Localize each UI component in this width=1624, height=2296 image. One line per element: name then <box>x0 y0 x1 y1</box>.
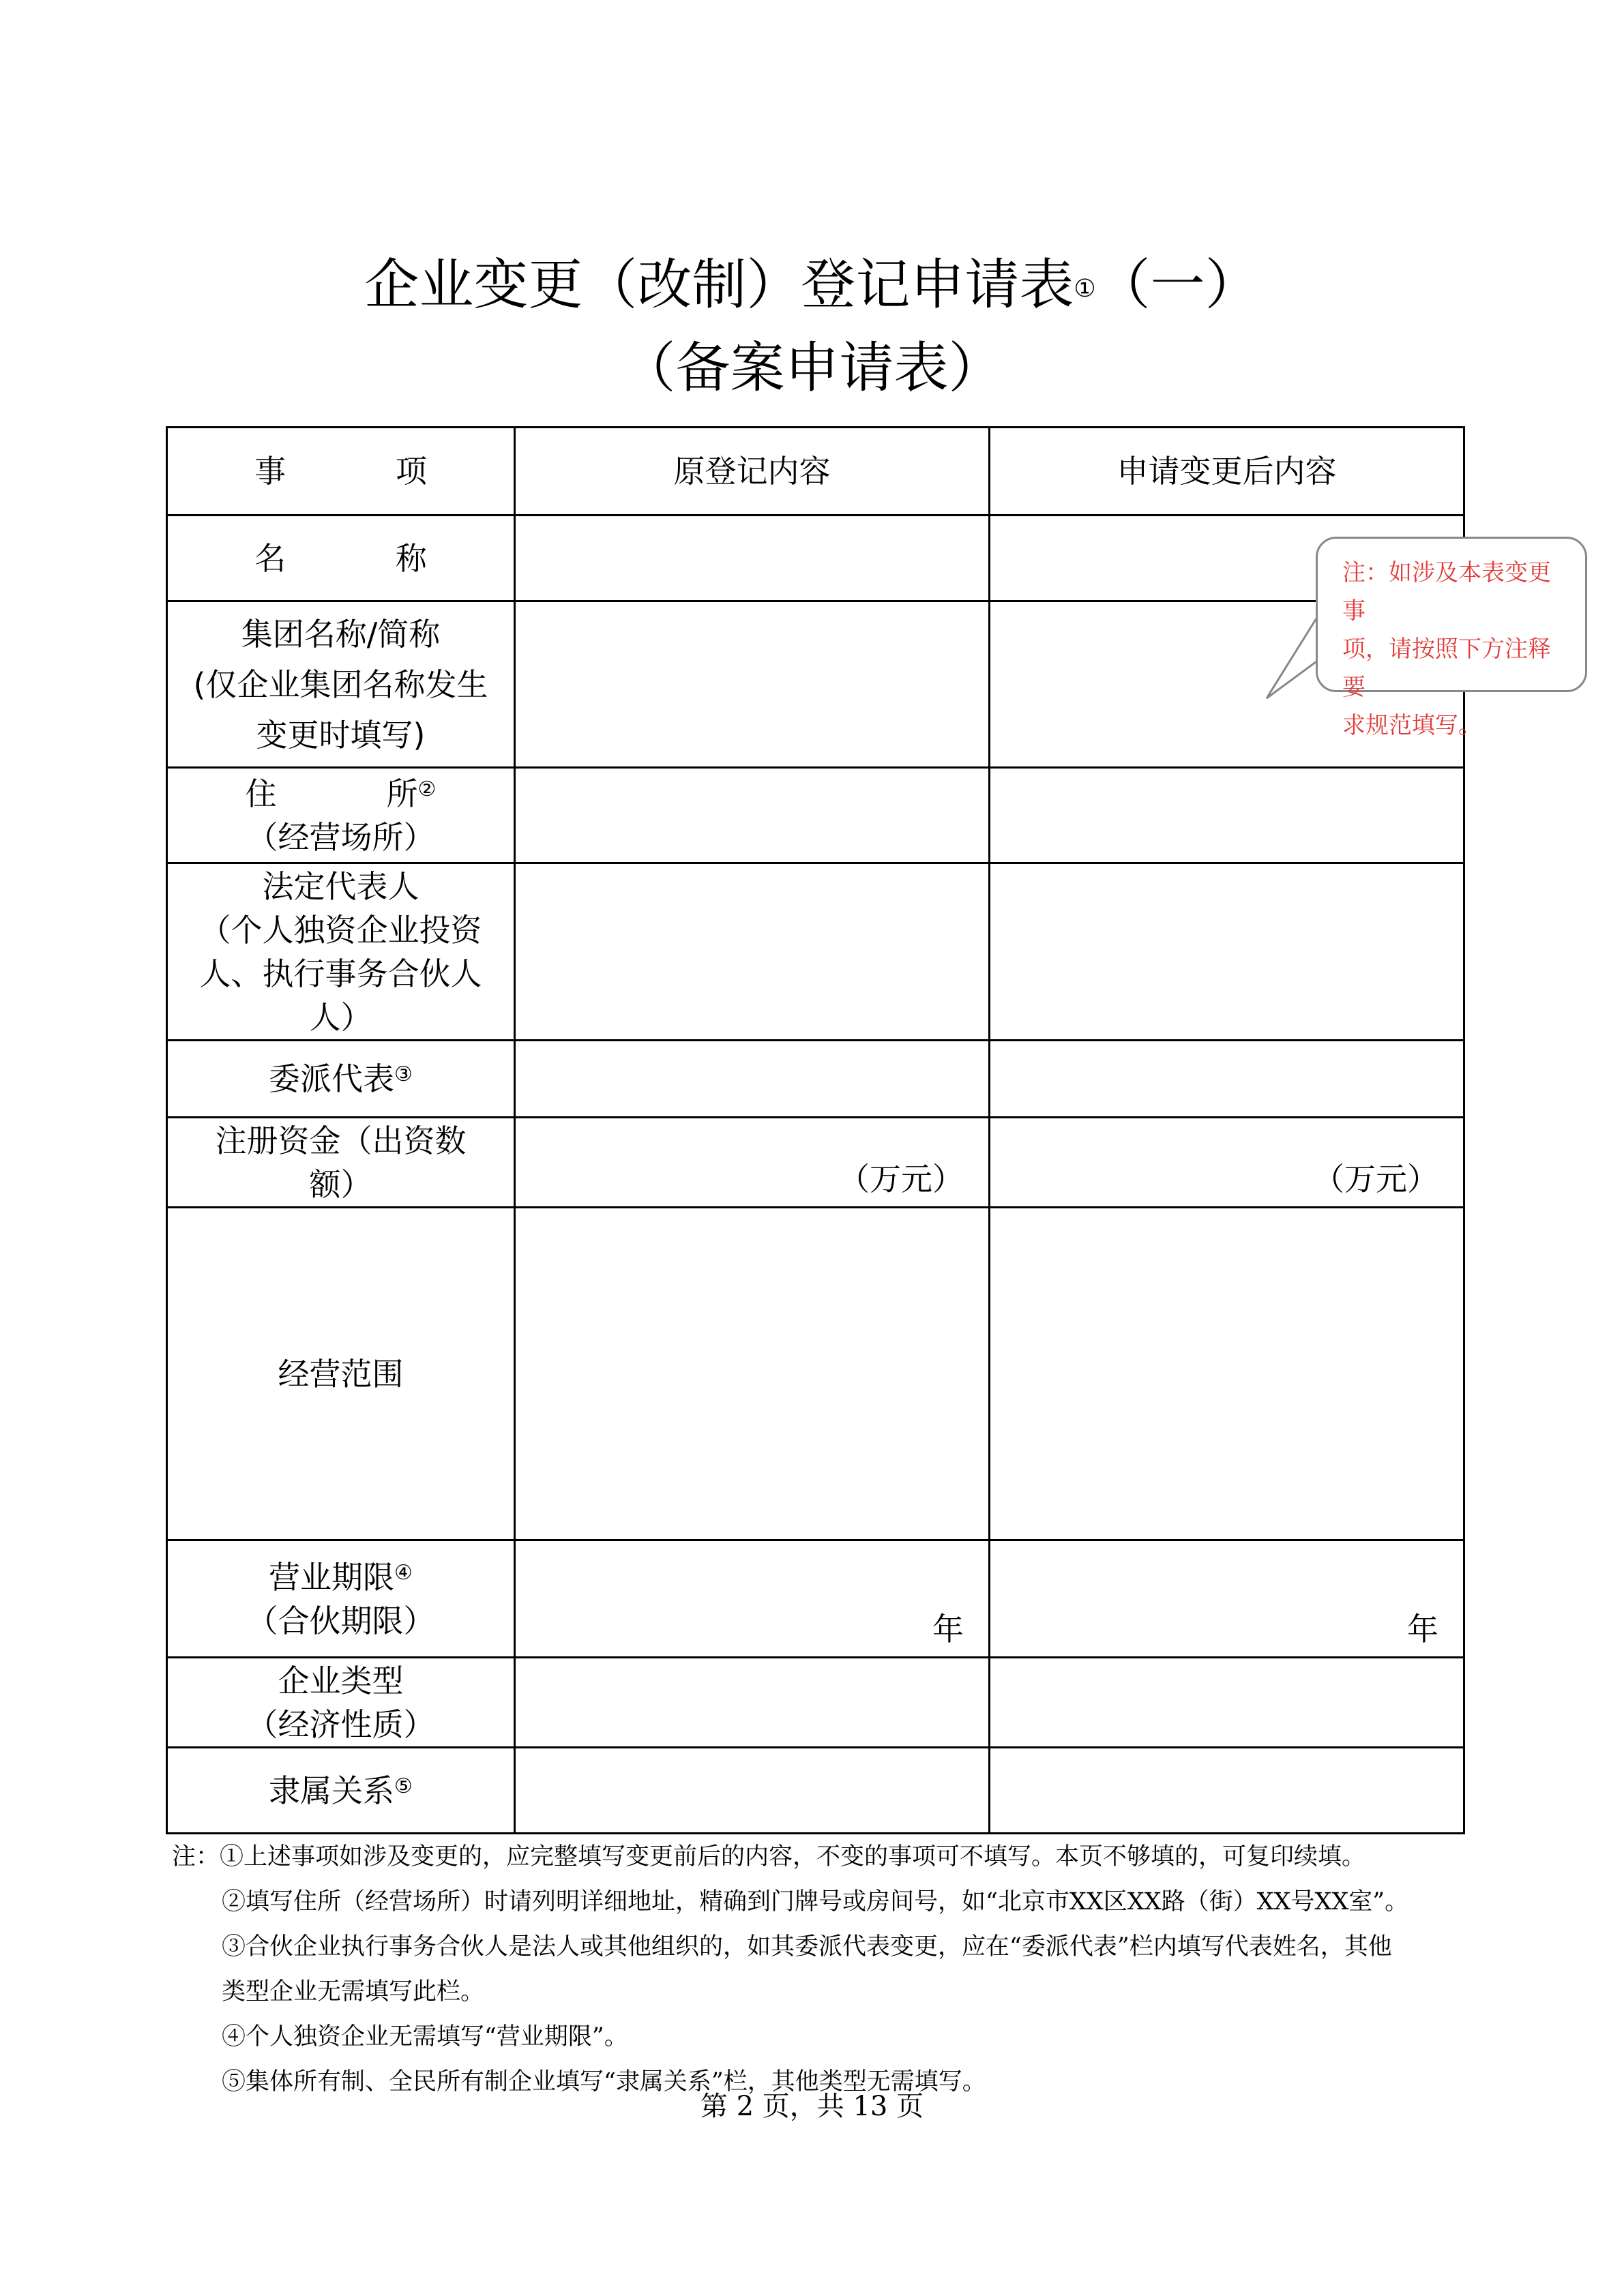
footnote-5: ⑤集体所有制、全民所有制企业填写“隶属关系”栏，其他类型无需填写。 <box>222 2068 986 2096</box>
row-legal-rep <box>167 863 1464 1041</box>
label-capital-line2: 额） <box>309 1165 372 1203</box>
form-title <box>0 251 1624 319</box>
changed-address-cell[interactable] <box>990 768 1464 863</box>
footnote-3-cont: 类型企业无需填写此栏。 <box>222 1978 485 2006</box>
header-changed: 申请变更后内容 <box>990 428 1464 516</box>
original-legal-rep-cell[interactable] <box>515 863 990 1041</box>
label-group-line2: (仅企业集团名称发生 <box>193 666 488 703</box>
footnote-4: ④个人独资企业无需填写“营业期限”。 <box>222 2023 628 2051</box>
row-capital <box>167 1118 1464 1208</box>
footnote-1: 注：①上述事项如涉及变更的，应完整填写变更前后的内容，不变的事项可不填写。本页不够填的，可复印续填。 <box>172 1843 1366 1870</box>
capital-unit-changed: （万元） <box>1313 1161 1438 1197</box>
original-delegate-cell[interactable] <box>515 1041 990 1118</box>
annotation-pointer <box>1265 612 1320 701</box>
label-address-line2: （经营场所） <box>246 818 435 856</box>
label-term <box>167 1540 515 1658</box>
page-number: 第 2 页，共 13 页 <box>700 2091 924 2122</box>
table-header-row <box>167 428 1464 516</box>
changed-type-cell[interactable] <box>990 1658 1464 1748</box>
label-group-line3: 变更时填写) <box>256 716 426 754</box>
label-term-line2: （合伙期限） <box>246 1602 435 1639</box>
changed-affiliation-cell[interactable] <box>990 1748 1464 1834</box>
label-address-line1: 住 所 <box>245 775 418 812</box>
row-term <box>167 1540 1464 1658</box>
affiliation-footnote-mark: ⑤ <box>394 1774 413 1798</box>
title-footnote-mark: ① <box>1074 275 1096 303</box>
term-unit-original: 年 <box>932 1611 964 1648</box>
label-legal-line4: 人） <box>309 998 372 1036</box>
row-name <box>167 516 1464 601</box>
changed-scope-cell[interactable] <box>990 1208 1464 1540</box>
annotation-line2: 项，请按照下方注释要 <box>1342 636 1551 701</box>
label-affiliation-text: 隶属关系 <box>269 1772 395 1809</box>
label-delegate <box>167 1041 515 1118</box>
label-group-line1: 集团名称/简称 <box>241 615 441 653</box>
form-subtitle: （备案申请表） <box>621 336 1003 400</box>
row-scope <box>167 1208 1464 1540</box>
label-type-line2: （经济性质） <box>246 1705 435 1743</box>
row-affiliation <box>167 1748 1464 1834</box>
footnotes <box>172 1834 1468 2104</box>
label-affiliation <box>167 1748 515 1834</box>
original-group-cell[interactable] <box>515 601 990 768</box>
form-title-main: 企业变更（改制）登记申请表 <box>364 253 1074 316</box>
original-address-cell[interactable] <box>515 768 990 863</box>
delegate-footnote-mark: ③ <box>394 1062 413 1086</box>
label-capital <box>167 1118 515 1208</box>
label-type-line1: 企业类型 <box>278 1662 404 1699</box>
header-item: 事 项 <box>167 428 515 516</box>
footnote-3: ③合伙企业执行事务合伙人是法人或其他组织的，如其委派代表变更，应在“委派代表”栏内填写代表姓名，其他 <box>222 1933 1392 1960</box>
original-type-cell[interactable] <box>515 1658 990 1748</box>
label-name: 名 称 <box>167 516 515 601</box>
header-original: 原登记内容 <box>515 428 990 516</box>
original-scope-cell[interactable] <box>515 1208 990 1540</box>
capital-unit-original: （万元） <box>838 1161 964 1197</box>
label-group-name <box>167 601 515 768</box>
original-capital-cell[interactable] <box>515 1118 990 1208</box>
label-address <box>167 768 515 863</box>
original-affiliation-cell[interactable] <box>515 1748 990 1834</box>
label-scope: 经营范围 <box>167 1208 515 1540</box>
form-title-tail: （一） <box>1095 253 1260 316</box>
label-legal-line2: （个人独资企业投资 <box>199 911 482 949</box>
annotation-callout <box>1316 537 1587 739</box>
row-address <box>167 768 1464 863</box>
term-unit-changed: 年 <box>1407 1611 1438 1648</box>
changed-term-cell[interactable] <box>990 1540 1464 1658</box>
original-name-cell[interactable] <box>515 516 990 601</box>
changed-delegate-cell[interactable] <box>990 1041 1464 1118</box>
address-footnote-mark: ② <box>417 777 437 801</box>
changed-legal-rep-cell[interactable] <box>990 863 1464 1041</box>
label-capital-line1: 注册资金（出资数 <box>215 1122 467 1159</box>
annotation-line3: 求规范填写。 <box>1342 712 1481 739</box>
label-legal-line3: 人、执行事务合伙人 <box>199 955 482 992</box>
changed-capital-cell[interactable] <box>990 1118 1464 1208</box>
label-delegate-text: 委派代表 <box>269 1060 395 1097</box>
row-delegate <box>167 1041 1464 1118</box>
label-legal-rep <box>167 863 515 1041</box>
label-legal-line1: 法定代表人 <box>262 867 419 905</box>
footnote-2: ②填写住所（经营场所）时请列明详细地址，精确到门牌号或房间号，如“北京市XX区XX路（街）XX号XX室”。 <box>222 1888 1409 1915</box>
label-enterprise-type <box>167 1658 515 1748</box>
term-footnote-mark: ④ <box>394 1560 413 1585</box>
original-term-cell[interactable] <box>515 1540 990 1658</box>
row-enterprise-type <box>167 1658 1464 1748</box>
label-term-line1: 营业期限 <box>269 1558 395 1596</box>
annotation-line1: 注：如涉及本表变更事 <box>1342 559 1551 625</box>
